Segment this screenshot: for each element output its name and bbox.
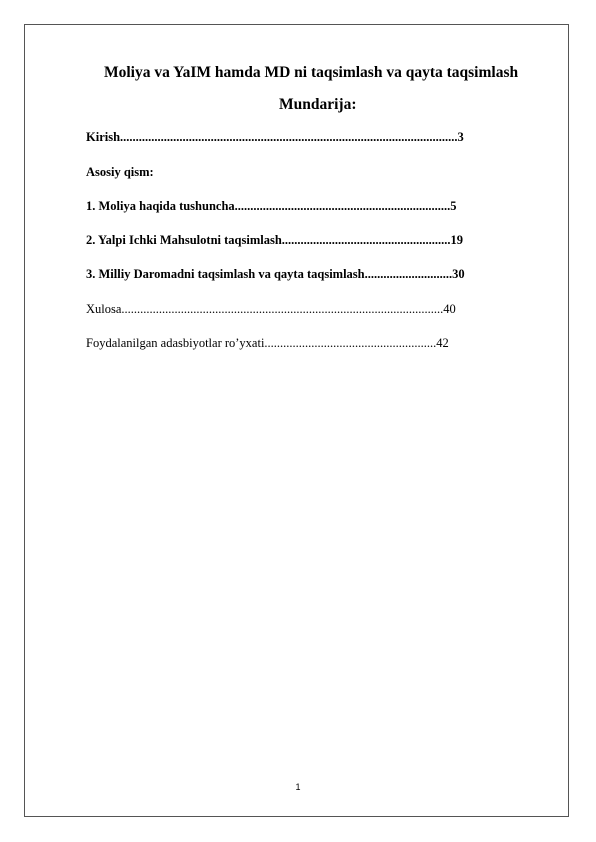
toc-heading: Mundarija: [279, 96, 357, 113]
toc-item-xulosa: Xulosa.......................................................................................................40 [86, 302, 456, 316]
toc-item-md: 3. Milliy Daromadni taqsimlash va qayta taqsimlash............................30 [86, 267, 465, 281]
toc-item-asosiy-qism: Asosiy qism: [86, 165, 154, 179]
toc-item-moliya: 1. Moliya haqida tushuncha.....................................................................5 [86, 199, 457, 213]
toc-item-yaim: 2. Yalpi Ichki Mahsulotni taqsimlash......................................................19 [86, 233, 464, 247]
page-number: 1 [295, 782, 301, 792]
toc-item-adabiyotlar: Foydalanilgan adasbiyotlar ro’yxati.......................................................42 [86, 336, 449, 350]
toc-item-kirish: Kirish............................................................................................................3 [86, 130, 464, 144]
document-title: Moliya va YaIM hamda MD ni taqsimlash va qayta taqsimlash [104, 64, 519, 81]
